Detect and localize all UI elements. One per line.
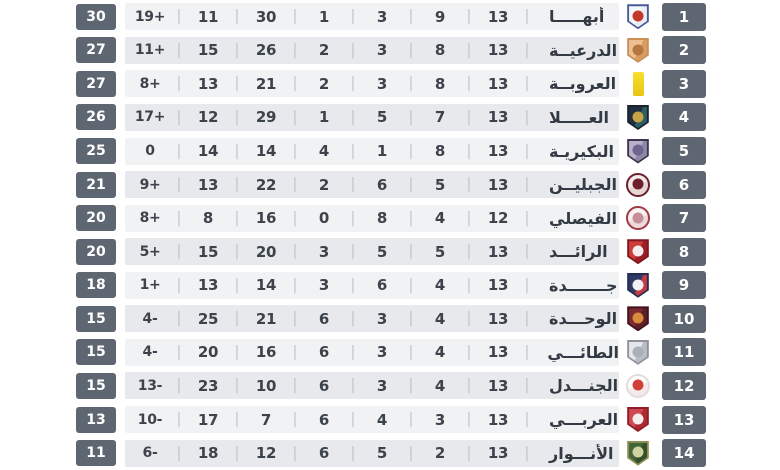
goals-against-value: 8 [202, 209, 214, 228]
goal-diff-value: 8+ [139, 210, 161, 227]
played-value: 13 [487, 343, 509, 362]
column-separator: | [408, 108, 414, 127]
column-separator: | [466, 444, 472, 462]
wehda-logo [627, 306, 650, 331]
column-separator: | [466, 41, 472, 59]
losses-value: 3 [318, 242, 330, 261]
row-stats-strip [125, 440, 619, 467]
column-separator: | [408, 410, 414, 429]
arabi-logo [627, 407, 650, 432]
column-separator: | [408, 75, 414, 93]
faisaly-logo [626, 206, 650, 230]
played-value: 13 [487, 142, 509, 161]
table-row [0, 436, 780, 470]
column-separator: | [234, 310, 240, 328]
goals-against-value: 15 [197, 41, 219, 60]
column-separator: | [234, 75, 240, 93]
column-separator: | [466, 276, 472, 294]
column-separator: | [292, 41, 298, 59]
goal-diff-value: 0 [145, 143, 155, 160]
goals-against-value: 18 [197, 444, 219, 463]
column-separator: | [350, 108, 356, 127]
played-value: 13 [487, 309, 509, 328]
goals-against-value: 13 [197, 175, 219, 194]
goals-against-value: 23 [197, 376, 219, 395]
goals-against-value: 11 [197, 7, 219, 26]
row-stats-strip [125, 3, 619, 30]
column-separator: | [350, 41, 356, 59]
position-badge: 5 [662, 137, 706, 165]
column-separator: | [292, 276, 298, 294]
column-separator: | [524, 75, 530, 93]
column-separator: | [466, 243, 472, 261]
column-separator: | [176, 377, 182, 395]
team-name: الوحـــدة [549, 309, 618, 329]
column-separator: | [292, 243, 298, 261]
goal-diff-value: 17+ [134, 109, 166, 126]
team-name: العربـــي [549, 410, 619, 430]
losses-value: 2 [318, 74, 330, 93]
column-separator: | [176, 8, 182, 26]
goal-diff-value: 9+ [139, 176, 161, 193]
team-name: الطائـــي [547, 342, 619, 362]
points-badge: 20 [76, 205, 116, 231]
table-row [0, 269, 780, 303]
column-separator: | [350, 410, 356, 429]
column-separator: | [350, 243, 356, 261]
column-separator: | [408, 444, 414, 462]
wins-value: 5 [434, 175, 446, 194]
position-badge: 8 [662, 238, 706, 266]
row-stats-strip [125, 104, 619, 131]
goals-against-value: 12 [197, 108, 219, 127]
column-separator: | [408, 276, 414, 294]
table-row [0, 0, 780, 34]
played-value: 13 [487, 175, 509, 194]
column-separator: | [524, 8, 530, 26]
row-stats-strip [125, 70, 619, 97]
column-separator: | [176, 142, 182, 160]
position-badge: 9 [662, 271, 706, 299]
goals-for-value: 29 [255, 108, 277, 127]
table-row [0, 67, 780, 101]
column-separator: | [524, 444, 530, 462]
played-value: 13 [487, 410, 509, 429]
table-row [0, 302, 780, 336]
goal-diff-value: 10- [137, 411, 163, 428]
column-separator: | [350, 377, 356, 395]
column-separator: | [350, 343, 356, 362]
column-separator: | [350, 8, 356, 26]
team-name: جـــــــدة [549, 275, 618, 295]
played-value: 13 [487, 242, 509, 261]
column-separator: | [466, 142, 472, 160]
points-badge: 30 [76, 4, 116, 30]
goals-for-value: 12 [255, 444, 277, 463]
goals-for-value: 16 [255, 209, 277, 228]
wins-value: 5 [434, 242, 446, 261]
column-separator: | [524, 243, 530, 261]
draws-value: 4 [376, 410, 388, 429]
column-separator: | [466, 75, 472, 93]
played-value: 13 [487, 376, 509, 395]
goal-diff-value: 8+ [139, 75, 161, 92]
table-row [0, 168, 780, 202]
table-row [0, 235, 780, 269]
wins-value: 4 [434, 376, 446, 395]
row-stats-strip [125, 305, 619, 332]
jabalain-logo [626, 173, 650, 197]
losses-value: 1 [318, 7, 330, 26]
goals-for-value: 21 [255, 309, 277, 328]
draws-value: 3 [376, 41, 388, 60]
points-badge: 15 [76, 306, 116, 332]
points-badge: 15 [76, 373, 116, 399]
table-row [0, 34, 780, 68]
goals-against-value: 13 [197, 74, 219, 93]
column-separator: | [466, 343, 472, 362]
column-separator: | [292, 310, 298, 328]
points-badge: 26 [76, 104, 116, 130]
goals-against-value: 20 [197, 343, 219, 362]
wins-value: 8 [434, 142, 446, 161]
column-separator: | [524, 108, 530, 127]
points-badge: 21 [76, 172, 116, 198]
column-separator: | [176, 343, 182, 362]
column-separator: | [466, 209, 472, 227]
goal-diff-value: 4- [142, 344, 158, 361]
column-separator: | [466, 310, 472, 328]
team-name: أبهـــــا [549, 7, 605, 27]
draws-value: 5 [376, 108, 388, 127]
draws-value: 3 [376, 74, 388, 93]
goals-against-value: 15 [197, 242, 219, 261]
column-separator: | [408, 243, 414, 261]
column-separator: | [524, 175, 530, 194]
team-name: الفيصلي [549, 208, 618, 228]
table-row [0, 369, 780, 403]
column-separator: | [234, 377, 240, 395]
draws-value: 8 [376, 209, 388, 228]
column-separator: | [176, 41, 182, 59]
column-separator: | [176, 175, 182, 194]
played-value: 12 [487, 209, 509, 228]
column-separator: | [234, 41, 240, 59]
raed-logo [627, 239, 650, 264]
points-badge: 27 [76, 71, 116, 97]
position-badge: 14 [662, 439, 706, 467]
row-stats-strip [125, 406, 619, 433]
wins-value: 4 [434, 276, 446, 295]
wins-value: 9 [434, 7, 446, 26]
column-separator: | [524, 310, 530, 328]
column-separator: | [350, 75, 356, 93]
column-separator: | [350, 276, 356, 294]
goals-against-value: 14 [197, 142, 219, 161]
draws-value: 6 [376, 175, 388, 194]
losses-value: 0 [318, 209, 330, 228]
column-separator: | [292, 75, 298, 93]
table-row [0, 101, 780, 135]
wins-value: 8 [434, 41, 446, 60]
wins-value: 4 [434, 209, 446, 228]
column-separator: | [408, 310, 414, 328]
row-stats-strip [125, 205, 619, 232]
goal-diff-value: 4- [142, 310, 158, 327]
losses-value: 6 [318, 376, 330, 395]
column-separator: | [524, 41, 530, 59]
goal-diff-value: 11+ [134, 42, 166, 59]
team-name: الدرعيــة [549, 40, 618, 60]
column-separator: | [234, 209, 240, 227]
draws-value: 1 [376, 142, 388, 161]
position-badge: 2 [662, 36, 706, 64]
position-badge: 1 [662, 3, 706, 31]
table-row [0, 336, 780, 370]
goals-for-value: 16 [255, 343, 277, 362]
position-badge: 13 [662, 406, 706, 434]
goal-diff-value: 5+ [139, 243, 161, 260]
orobah-logo [633, 72, 644, 96]
row-stats-strip [125, 138, 619, 165]
points-badge: 13 [76, 407, 116, 433]
draws-value: 3 [376, 376, 388, 395]
wins-value: 4 [434, 309, 446, 328]
column-separator: | [176, 108, 182, 127]
played-value: 13 [487, 7, 509, 26]
points-badge: 27 [76, 37, 116, 63]
column-separator: | [524, 209, 530, 227]
played-value: 13 [487, 74, 509, 93]
row-stats-strip [125, 339, 619, 366]
played-value: 13 [487, 108, 509, 127]
draws-value: 5 [376, 444, 388, 463]
played-value: 13 [487, 41, 509, 60]
column-separator: | [292, 8, 298, 26]
column-separator: | [292, 175, 298, 194]
column-separator: | [292, 108, 298, 127]
points-badge: 11 [76, 440, 116, 466]
team-name: الرائـــد [549, 242, 608, 262]
goal-diff-value: 1+ [139, 277, 161, 294]
column-separator: | [234, 444, 240, 462]
column-separator: | [292, 444, 298, 462]
column-separator: | [292, 377, 298, 395]
team-name: الأنـــوار [549, 443, 614, 463]
column-separator: | [292, 343, 298, 362]
draws-value: 3 [376, 343, 388, 362]
goals-for-value: 21 [255, 74, 277, 93]
losses-value: 6 [318, 444, 330, 463]
jandal-logo [626, 374, 650, 398]
column-separator: | [234, 8, 240, 26]
column-separator: | [408, 377, 414, 395]
goal-diff-value: 6- [142, 445, 158, 462]
column-separator: | [408, 41, 414, 59]
column-separator: | [350, 142, 356, 160]
column-separator: | [176, 243, 182, 261]
position-badge: 3 [662, 70, 706, 98]
goals-for-value: 14 [255, 142, 277, 161]
goals-against-value: 13 [197, 276, 219, 295]
position-badge: 6 [662, 171, 706, 199]
jeddah-logo [627, 273, 650, 298]
column-separator: | [408, 142, 414, 160]
losses-value: 3 [318, 276, 330, 295]
column-separator: | [408, 209, 414, 227]
column-separator: | [234, 343, 240, 362]
team-name: العروبــة [549, 74, 617, 94]
column-separator: | [524, 343, 530, 362]
losses-value: 2 [318, 175, 330, 194]
team-name: البكيريـة [549, 141, 614, 161]
wins-value: 3 [434, 410, 446, 429]
column-separator: | [524, 410, 530, 429]
abha-logo [627, 4, 650, 29]
column-separator: | [234, 410, 240, 429]
played-value: 13 [487, 276, 509, 295]
table-row [0, 201, 780, 235]
column-separator: | [234, 108, 240, 127]
position-badge: 11 [662, 338, 706, 366]
column-separator: | [176, 209, 182, 227]
points-badge: 20 [76, 239, 116, 265]
column-separator: | [234, 243, 240, 261]
goal-diff-value: 19+ [134, 8, 166, 25]
position-badge: 10 [662, 305, 706, 333]
goals-for-value: 30 [255, 7, 277, 26]
goals-for-value: 14 [255, 276, 277, 295]
column-separator: | [466, 175, 472, 194]
diriyah-logo [627, 38, 650, 63]
losses-value: 6 [318, 343, 330, 362]
column-separator: | [234, 142, 240, 160]
points-badge: 15 [76, 339, 116, 365]
draws-value: 5 [376, 242, 388, 261]
losses-value: 2 [318, 41, 330, 60]
row-stats-strip [125, 171, 619, 198]
column-separator: | [466, 410, 472, 429]
goals-for-value: 26 [255, 41, 277, 60]
team-name: الجنـــدل [549, 376, 619, 396]
table-row [0, 134, 780, 168]
row-stats-strip [125, 238, 619, 265]
column-separator: | [350, 444, 356, 462]
wins-value: 2 [434, 444, 446, 463]
tai-logo [627, 340, 650, 365]
column-separator: | [234, 175, 240, 194]
column-separator: | [524, 142, 530, 160]
row-stats-strip [125, 372, 619, 399]
draws-value: 3 [376, 309, 388, 328]
goals-for-value: 10 [255, 376, 277, 395]
column-separator: | [176, 444, 182, 462]
column-separator: | [176, 410, 182, 429]
goals-for-value: 22 [255, 175, 277, 194]
column-separator: | [466, 377, 472, 395]
wins-value: 4 [434, 343, 446, 362]
column-separator: | [408, 343, 414, 362]
team-name: الجبليــن [549, 175, 617, 195]
column-separator: | [466, 8, 472, 26]
losses-value: 6 [318, 309, 330, 328]
points-badge: 18 [76, 272, 116, 298]
column-separator: | [408, 175, 414, 194]
team-name: العـــــلا [549, 107, 610, 127]
column-separator: | [292, 209, 298, 227]
row-stats-strip [125, 37, 619, 64]
column-separator: | [292, 410, 298, 429]
draws-value: 6 [376, 276, 388, 295]
goals-against-value: 25 [197, 309, 219, 328]
losses-value: 1 [318, 108, 330, 127]
losses-value: 4 [318, 142, 330, 161]
goals-against-value: 17 [197, 410, 219, 429]
position-badge: 12 [662, 372, 706, 400]
column-separator: | [176, 276, 182, 294]
goals-for-value: 7 [260, 410, 272, 429]
column-separator: | [524, 377, 530, 395]
column-separator: | [176, 75, 182, 93]
anwar-logo [627, 441, 650, 466]
column-separator: | [176, 310, 182, 328]
goals-for-value: 20 [255, 242, 277, 261]
played-value: 13 [487, 444, 509, 463]
row-stats-strip [125, 272, 619, 299]
wins-value: 7 [434, 108, 446, 127]
column-separator: | [408, 8, 414, 26]
position-badge: 4 [662, 103, 706, 131]
wins-value: 8 [434, 74, 446, 93]
points-badge: 25 [76, 138, 116, 164]
column-separator: | [524, 276, 530, 294]
column-separator: | [292, 142, 298, 160]
position-badge: 7 [662, 204, 706, 232]
draws-value: 3 [376, 7, 388, 26]
column-separator: | [350, 310, 356, 328]
column-separator: | [234, 276, 240, 294]
column-separator: | [466, 108, 472, 127]
bukiryah-logo [627, 139, 650, 164]
column-separator: | [350, 209, 356, 227]
goal-diff-value: 13- [137, 377, 163, 394]
losses-value: 6 [318, 410, 330, 429]
ula-logo [627, 105, 650, 130]
column-separator: | [350, 175, 356, 194]
table-row [0, 403, 780, 437]
